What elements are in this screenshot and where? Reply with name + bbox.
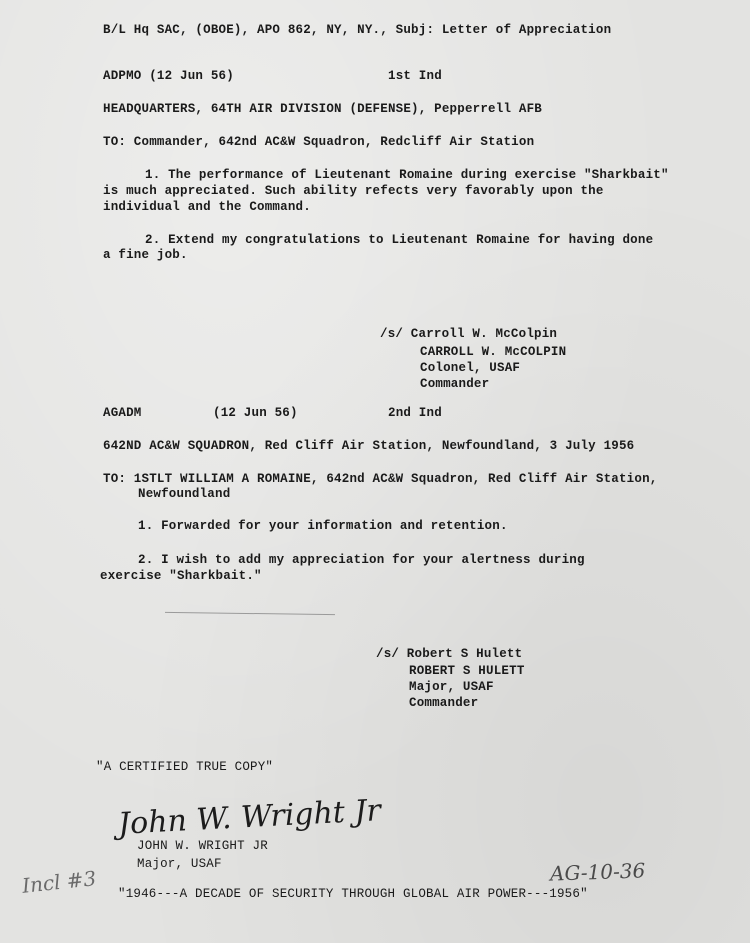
first-ind-sig-rank: Colonel, USAF (420, 361, 521, 375)
first-ind-from: HEADQUARTERS, 64TH AIR DIVISION (DEFENSE), Pepperrell AFB (103, 102, 542, 116)
first-ind-para2-line2: a fine job. (103, 248, 188, 262)
second-ind-from: 642ND AC&W SQUADRON, Red Cliff Air Station, Newfoundland, 3 July 1956 (103, 439, 635, 453)
second-ind-to-line1: TO: 1STLT WILLIAM A ROMAINE, 642nd AC&W Squadron, Red Cliff Air Station, (103, 472, 658, 486)
second-ind-date: (12 Jun 56) (213, 406, 298, 420)
first-ind-para2-line1: 2. Extend my congratulations to Lieutenant Romaine for having done (145, 233, 654, 247)
certifier-rank: Major, USAF (137, 857, 222, 871)
certified-label: "A CERTIFIED TRUE COPY" (96, 760, 274, 774)
incl-annotation: Incl #3 (20, 866, 98, 898)
first-ind-office-date: ADPMO (12 Jun 56) (103, 69, 234, 83)
second-ind-office: AGADM (103, 406, 142, 420)
second-ind-para1: 1. Forwarded for your information and retention. (138, 519, 508, 533)
first-ind-para1-line2: is much appreciated. Such ability refects very favorably upon the (103, 184, 604, 198)
file-ref-annotation: AG-10-36 (549, 858, 646, 886)
subject-line: B/L Hq SAC, (OBOE), APO 862, NY, NY., Subj: Letter of Appreciation (103, 23, 612, 37)
footer-slogan: "1946---A DECADE OF SECURITY THROUGH GLOBAL AIR POWER---1956" (118, 887, 588, 901)
second-ind-sig: /s/ Robert S Hulett (376, 647, 523, 661)
first-ind-sig-title: Commander (420, 377, 490, 391)
stray-line (165, 612, 335, 615)
second-ind-sig-title: Commander (409, 696, 479, 710)
first-ind-label: 1st Ind (388, 69, 442, 83)
first-ind-para1-line3: individual and the Command. (103, 200, 311, 214)
certifier-name: JOHN W. WRIGHT JR (137, 839, 268, 853)
second-ind-sig-rank: Major, USAF (409, 680, 494, 694)
first-ind-sig-name: CARROLL W. McCOLPIN (420, 345, 567, 359)
second-ind-para2-line2: exercise "Sharkbait." (100, 569, 262, 583)
handwritten-signature: John W. Wright Jr (117, 793, 382, 842)
second-ind-para2-line1: 2. I wish to add my appreciation for your alertness during (138, 553, 585, 567)
first-ind-to: TO: Commander, 642nd AC&W Squadron, Redcliff Air Station (103, 135, 535, 149)
first-ind-sig: /s/ Carroll W. McColpin (380, 327, 558, 341)
second-ind-label: 2nd Ind (388, 406, 442, 420)
first-ind-para1-line1: 1. The performance of Lieutenant Romaine during exercise "Sharkbait" (145, 168, 669, 182)
second-ind-to-line2: Newfoundland (138, 487, 231, 501)
second-ind-sig-name: ROBERT S HULETT (409, 664, 525, 678)
